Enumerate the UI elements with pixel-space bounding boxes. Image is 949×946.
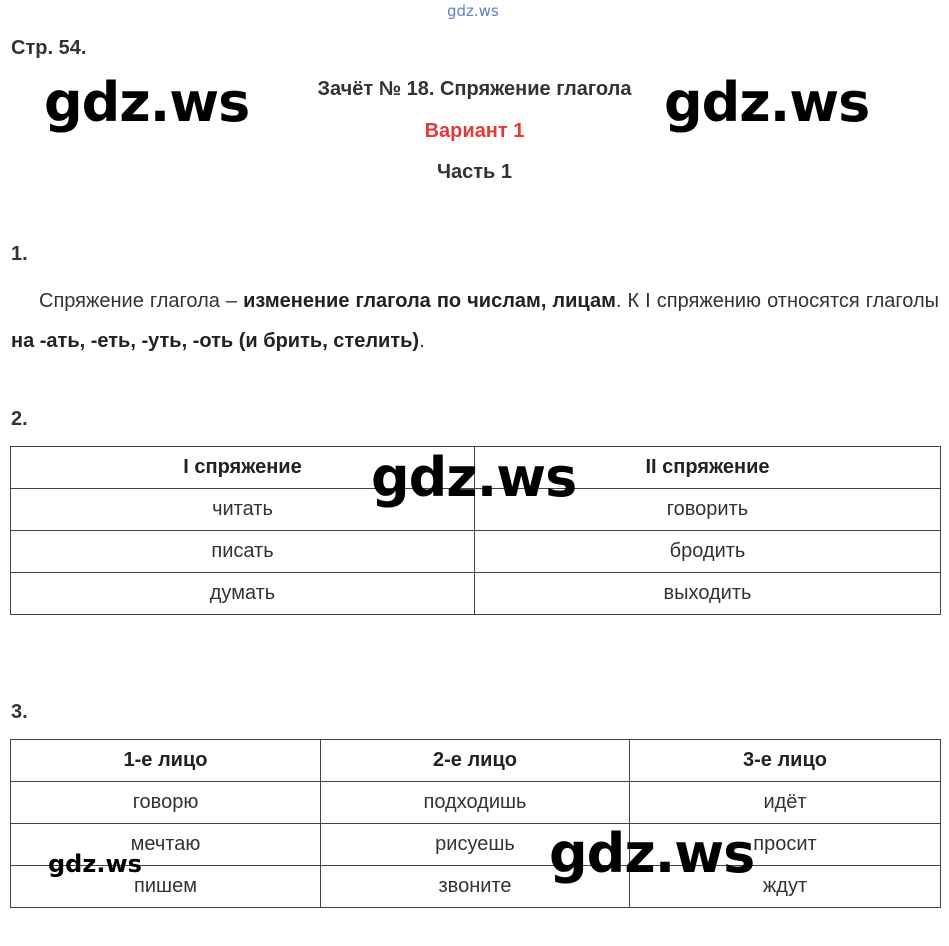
task3-number: 3. <box>11 701 28 723</box>
task1-text-3: . <box>419 330 425 352</box>
table-header-row <box>11 740 941 782</box>
table-cell: говорить <box>475 489 941 531</box>
person-table <box>10 739 941 908</box>
watermark-center: gdz.ws <box>371 446 577 509</box>
table-row <box>11 573 941 615</box>
table-cell: писать <box>11 531 475 573</box>
table-row <box>11 782 941 824</box>
watermark-bottom-right: gdz.ws <box>549 822 755 885</box>
task1-text-1: Спряжение глагола – <box>39 290 244 312</box>
table-cell: пишем <box>11 866 321 908</box>
header-person-3: 3-е лицо <box>630 740 941 782</box>
variant-label: Вариант 1 <box>424 120 525 142</box>
table-cell: мечтаю <box>11 824 321 866</box>
part-label: Часть 1 <box>436 161 513 183</box>
table-cell: звоните <box>321 866 630 908</box>
watermark-right: gdz.ws <box>664 71 870 134</box>
task1-number: 1. <box>11 243 28 265</box>
table-cell: читать <box>11 489 475 531</box>
watermark-bottom-left: gdz.ws <box>48 850 142 878</box>
task1-bold-2: на -ать, -еть, -уть, -оть (и брить, стелить) <box>11 330 420 352</box>
table-cell: ждут <box>630 866 941 908</box>
table-cell: бродить <box>475 531 941 573</box>
table-cell: выходить <box>475 573 941 615</box>
watermark-left: gdz.ws <box>44 71 250 134</box>
watermark-top: gdz.ws <box>447 2 499 20</box>
table-cell: идёт <box>630 782 941 824</box>
page-title: Зачёт № 18. Спряжение глагола <box>317 78 632 100</box>
header-person-1: 1-е лицо <box>11 740 321 782</box>
page-number: Стр. 54. <box>11 37 87 59</box>
task1-text-2: . К I спряжению относятся глаголы <box>615 290 939 312</box>
table-cell: говорю <box>11 782 321 824</box>
header-conjugation-2: II спряжение <box>475 447 941 489</box>
table-cell: думать <box>11 573 475 615</box>
table-cell: подходишь <box>321 782 630 824</box>
table-cell: просит <box>630 824 941 866</box>
table-row <box>11 824 941 866</box>
header-person-2: 2-е лицо <box>321 740 630 782</box>
table-row <box>11 531 941 573</box>
task1-text <box>11 281 939 361</box>
table-row <box>11 866 941 908</box>
task1-bold-1: изменение глагола по числам, лицам <box>243 290 616 312</box>
table-cell: рисуешь <box>321 824 630 866</box>
task2-number: 2. <box>11 408 28 430</box>
header-conjugation-1: I спряжение <box>11 447 475 489</box>
